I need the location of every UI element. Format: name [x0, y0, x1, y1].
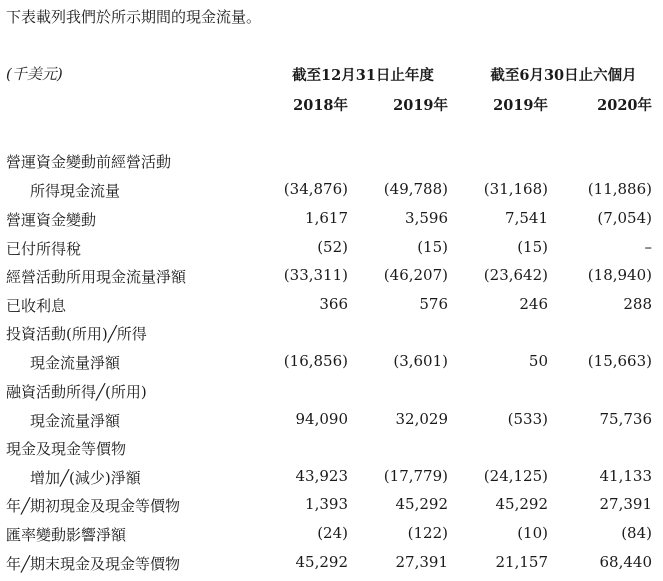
row-label: 所得現金流量 — [30, 182, 121, 200]
value-cell-h2019: (24,125) — [483, 467, 548, 485]
row-label: 已付所得稅 — [6, 240, 82, 258]
row-label: 營運資金變動前經營活動 — [6, 153, 172, 171]
value-cell-2019: (46,207) — [383, 266, 448, 284]
value-cell-2018: 94,090 — [295, 410, 348, 428]
value-cell-2019: (17,779) — [383, 467, 448, 485]
row-label: 現金流量淨額 — [30, 412, 121, 430]
value-cell-2019: (49,788) — [383, 180, 448, 198]
value-cell-2019: (3,601) — [393, 352, 448, 370]
value-cell-2018: (34,876) — [283, 180, 348, 198]
value-cell-h2019: 21,157 — [495, 553, 548, 571]
table-row — [0, 238, 663, 266]
row-label: 已收利息 — [6, 297, 67, 315]
value-cell-h2020: (84) — [621, 524, 652, 542]
table-row — [0, 495, 663, 523]
value-cell-2019: 27,391 — [395, 553, 448, 571]
table-row — [0, 467, 663, 495]
table-row — [0, 410, 663, 438]
value-cell-h2020: (18,940) — [587, 266, 652, 284]
table-row — [0, 352, 663, 380]
row-label: 年╱期末現金及現金等價物 — [6, 555, 181, 573]
value-cell-2019: 3,596 — [405, 209, 448, 227]
value-cell-h2020: (15,663) — [587, 352, 652, 370]
value-cell-h2019: 7,541 — [505, 209, 548, 227]
value-cell-2018: (24) — [317, 524, 348, 542]
value-cell-h2020: (7,054) — [597, 209, 652, 227]
value-cell-h2019: (31,168) — [483, 180, 548, 198]
table-row — [0, 295, 663, 323]
half-year-header-2020: 2020年 — [597, 97, 652, 114]
value-cell-h2020: 27,391 — [599, 495, 652, 513]
value-cell-2018: 366 — [319, 295, 348, 313]
table-row — [0, 381, 663, 409]
row-label: 投資活動(所用)╱所得 — [6, 325, 147, 343]
row-label: 現金及現金等價物 — [6, 440, 127, 458]
table-row — [0, 180, 663, 208]
value-cell-2019: (15) — [417, 238, 448, 256]
value-cell-h2020: 41,133 — [599, 467, 652, 485]
table-row — [0, 323, 663, 351]
value-cell-h2020: – — [644, 238, 652, 256]
row-label: 匯率變動影響淨額 — [6, 526, 127, 544]
row-label: 增加╱(減少)淨額 — [30, 469, 141, 487]
value-cell-h2019: 50 — [528, 352, 548, 370]
value-cell-2019: (122) — [407, 524, 448, 542]
row-label: 融資活動所得╱(所用) — [6, 383, 147, 401]
value-cell-h2020: 75,736 — [599, 410, 652, 428]
value-cell-h2019: (533) — [507, 410, 548, 428]
table-row — [0, 151, 663, 179]
value-cell-2018: (52) — [317, 238, 348, 256]
value-cell-2018: (16,856) — [283, 352, 348, 370]
group-header-year-ended: 截至12月31日止年度 — [292, 67, 434, 84]
year-header-2018: 2018年 — [293, 97, 348, 114]
half-year-header-2019: 2019年 — [493, 97, 548, 114]
value-cell-h2019: (15) — [517, 238, 548, 256]
unit-label: (千美元) — [6, 65, 63, 83]
value-cell-2019: 32,029 — [395, 410, 448, 428]
table-row — [0, 553, 663, 581]
value-cell-2018: 1,393 — [305, 495, 348, 513]
value-cell-h2019: 45,292 — [495, 495, 548, 513]
value-cell-2018: 45,292 — [295, 553, 348, 571]
value-cell-h2019: (23,642) — [483, 266, 548, 284]
year-header-2019: 2019年 — [393, 97, 448, 114]
value-cell-2019: 45,292 — [395, 495, 448, 513]
row-label: 經營活動所用現金流量淨額 — [6, 268, 187, 286]
row-label: 年╱期初現金及現金等價物 — [6, 497, 181, 515]
value-cell-2018: (33,311) — [283, 266, 348, 284]
table-row — [0, 524, 663, 552]
table-row — [0, 438, 663, 466]
intro-text: 下表載列我們於所示期間的現金流量。 — [6, 8, 262, 26]
value-cell-2019: 576 — [419, 295, 448, 313]
value-cell-h2020: 288 — [623, 295, 652, 313]
row-label: 現金流量淨額 — [30, 354, 121, 372]
value-cell-h2019: (10) — [517, 524, 548, 542]
value-cell-h2020: 68,440 — [599, 553, 652, 571]
value-cell-2018: 1,617 — [305, 209, 348, 227]
table-row — [0, 266, 663, 294]
row-label: 營運資金變動 — [6, 211, 97, 229]
table-row — [0, 209, 663, 237]
group-header-six-months-ended: 截至6月30日止六個月 — [490, 67, 637, 84]
value-cell-h2020: (11,886) — [587, 180, 652, 198]
value-cell-2018: 43,923 — [295, 467, 348, 485]
value-cell-h2019: 246 — [519, 295, 548, 313]
